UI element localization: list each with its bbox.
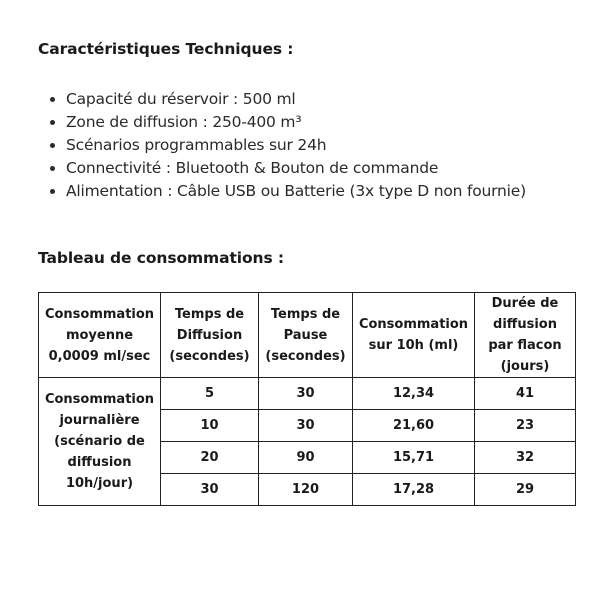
cell-duration: 23 (475, 410, 576, 442)
spec-item-zone: Zone de diffusion : 250-400 m³ (66, 111, 526, 134)
specs-list (66, 88, 526, 203)
header-cell-diffusion-time: Temps de Diffusion (secondes) (161, 293, 259, 378)
header-cell-consumption-10h: Consommation sur 10h (ml) (353, 293, 475, 378)
spec-item-scenarios: Scénarios programmables sur 24h (66, 134, 526, 157)
cell-duration: 29 (475, 474, 576, 506)
specs-heading: Caractéristiques Techniques : (38, 40, 294, 58)
cell-consumption: 15,71 (353, 442, 475, 474)
spec-item-connectivity: Connectivité : Bluetooth & Bouton de commande (66, 157, 526, 180)
consumption-table (38, 292, 576, 506)
row-label-daily-consumption: Consommation journalière (scénario de diffusion 10h/jour) (39, 378, 161, 506)
cell-pause: 30 (259, 378, 353, 410)
cell-duration: 32 (475, 442, 576, 474)
consumption-heading: Tableau de consommations : (38, 249, 284, 267)
cell-consumption: 12,34 (353, 378, 475, 410)
table-header-row (39, 293, 576, 378)
cell-diffusion: 5 (161, 378, 259, 410)
spec-item-power: Alimentation : Câble USB ou Batterie (3x type D non fournie) (66, 180, 526, 203)
cell-diffusion: 10 (161, 410, 259, 442)
cell-pause: 90 (259, 442, 353, 474)
cell-duration: 41 (475, 378, 576, 410)
header-cell-avg-consumption: Consommation moyenne 0,0009 ml/sec (39, 293, 161, 378)
spec-item-capacity: Capacité du réservoir : 500 ml (66, 88, 526, 111)
cell-consumption: 21,60 (353, 410, 475, 442)
cell-diffusion: 20 (161, 442, 259, 474)
header-cell-duration-per-bottle: Durée de diffusion par flacon (jours) (475, 293, 576, 378)
cell-pause: 30 (259, 410, 353, 442)
cell-diffusion: 30 (161, 474, 259, 506)
cell-consumption: 17,28 (353, 474, 475, 506)
table-row (39, 378, 576, 410)
header-cell-pause-time: Temps de Pause (secondes) (259, 293, 353, 378)
cell-pause: 120 (259, 474, 353, 506)
